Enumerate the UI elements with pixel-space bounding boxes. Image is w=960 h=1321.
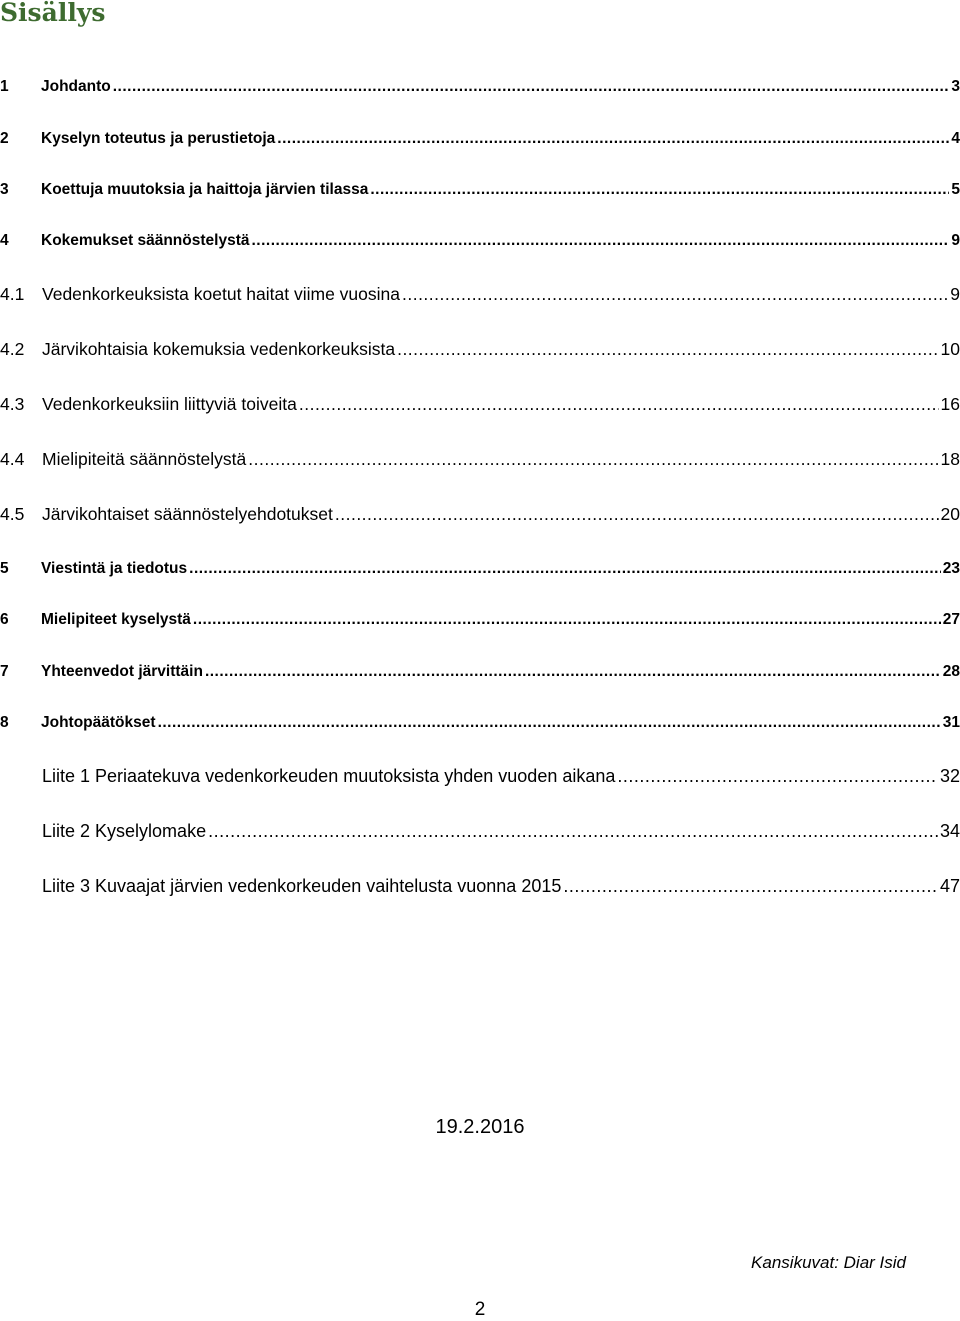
toc-entry-4-5[interactable]	[0, 504, 960, 525]
toc-entry-text: Kyselyn toteutus ja perustietoja	[41, 130, 276, 147]
toc-leader	[251, 232, 949, 250]
toc-entry-6[interactable]	[0, 611, 960, 629]
toc-entry-number: 4.5	[0, 504, 25, 524]
toc-leader	[335, 504, 939, 525]
toc-entry-4-2[interactable]	[0, 339, 960, 360]
toc-entry-text: Yhteenvedot järvittäin	[41, 663, 203, 680]
toc-leader	[402, 284, 948, 305]
toc-entry-text: Johtopäätökset	[41, 714, 156, 731]
toc-entry-text: Koettuja muutoksia ja haittoja järvien tilassa	[41, 181, 369, 198]
toc-leader	[189, 560, 941, 578]
toc-entry-4-1[interactable]	[0, 284, 960, 305]
toc-entry-text: Mielipiteet kyselystä	[41, 611, 191, 628]
toc-entry-1[interactable]	[0, 78, 960, 96]
toc-entry-text: Järvikohtaisia kokemuksia vedenkorkeuksista	[42, 339, 396, 359]
toc-entry-page: 9	[951, 232, 960, 249]
toc-entry-text: Viestintä ja tiedotus	[41, 560, 188, 577]
toc-entry-page: 9	[950, 284, 960, 304]
toc-entry-appendix-2[interactable]	[0, 821, 960, 842]
toc-leader	[617, 766, 938, 787]
toc-entry-number: 4.3	[0, 394, 25, 414]
toc-entry-appendix-1[interactable]	[0, 766, 960, 787]
toc-entry-text: Mielipiteitä säännöstelystä	[42, 449, 247, 469]
toc-entry-page: 47	[939, 876, 960, 896]
cover-photo-credit: Kansikuvat: Diar Isid	[751, 1253, 906, 1272]
toc-entry-text: Liite 1 Periaatekuva vedenkorkeuden muutoksista yhden vuoden aikana	[42, 766, 616, 786]
page-number: 2	[474, 1299, 486, 1320]
toc-entry-page: 3	[951, 78, 960, 95]
toc-entry-number: 6	[0, 611, 9, 628]
toc-entry-text: Liite 2 Kyselylomake	[42, 821, 207, 841]
toc-entry-text: Kokemukset säännöstelystä	[41, 232, 250, 249]
toc-entry-page: 32	[939, 766, 960, 786]
toc-entry-page: 23	[942, 560, 960, 577]
toc-entry-appendix-3[interactable]	[0, 876, 960, 897]
toc-entry-text: Johdanto	[41, 78, 111, 95]
toc-leader	[563, 876, 938, 897]
toc-entry-number: 4	[0, 232, 9, 249]
toc-leader	[299, 394, 939, 415]
toc-entry-page: 34	[939, 821, 960, 841]
toc-entry-number: 3	[0, 181, 9, 198]
toc-leader	[208, 821, 938, 842]
toc-entry-8[interactable]	[0, 714, 960, 732]
toc-leader	[248, 449, 938, 470]
toc-leader	[113, 78, 950, 96]
toc-entry-4-4[interactable]	[0, 449, 960, 470]
toc-leader	[370, 181, 949, 199]
toc-entry-number: 4.1	[0, 284, 25, 304]
toc-entry-4[interactable]	[0, 232, 960, 250]
document-date: 19.2.2016	[435, 1116, 525, 1138]
toc-entry-4-3[interactable]	[0, 394, 960, 415]
page-title: Sisällys	[0, 0, 106, 27]
toc-entry-page: 20	[940, 504, 960, 524]
toc-entry-page: 31	[942, 714, 960, 731]
toc-leader	[205, 663, 941, 681]
toc-leader	[158, 714, 941, 732]
toc-entry-page: 16	[940, 394, 960, 414]
toc-entry-text: Vedenkorkeuksiin liittyviä toiveita	[42, 394, 297, 414]
toc-entry-page: 5	[951, 181, 960, 198]
toc-entry-page: 18	[940, 449, 960, 469]
toc-entry-page: 4	[951, 130, 960, 147]
toc-entry-2[interactable]	[0, 130, 960, 148]
toc-entry-3[interactable]	[0, 181, 960, 199]
toc-entry-page: 10	[940, 339, 960, 359]
toc-entry-number: 5	[0, 560, 9, 577]
toc-leader	[277, 130, 949, 148]
toc-entry-number: 2	[0, 130, 9, 147]
toc-entry-text: Vedenkorkeuksista koetut haitat viime vuosina	[42, 284, 400, 304]
toc-entry-text: Järvikohtaiset säännöstelyehdotukset	[42, 504, 333, 524]
toc-entry-number: 8	[0, 714, 9, 731]
toc-entry-page: 28	[942, 663, 960, 680]
toc-leader	[193, 611, 941, 629]
toc-entry-text: Liite 3 Kuvaajat järvien vedenkorkeuden vaihtelusta vuonna 2015	[42, 876, 562, 896]
toc-entry-page: 27	[942, 611, 960, 628]
toc-leader	[397, 339, 938, 360]
toc-entry-number: 7	[0, 663, 9, 680]
toc-entry-number: 4.2	[0, 339, 25, 359]
toc-entry-7[interactable]	[0, 663, 960, 681]
toc-entry-number: 1	[0, 78, 9, 95]
toc-entry-5[interactable]	[0, 560, 960, 578]
toc-entry-number: 4.4	[0, 449, 25, 469]
